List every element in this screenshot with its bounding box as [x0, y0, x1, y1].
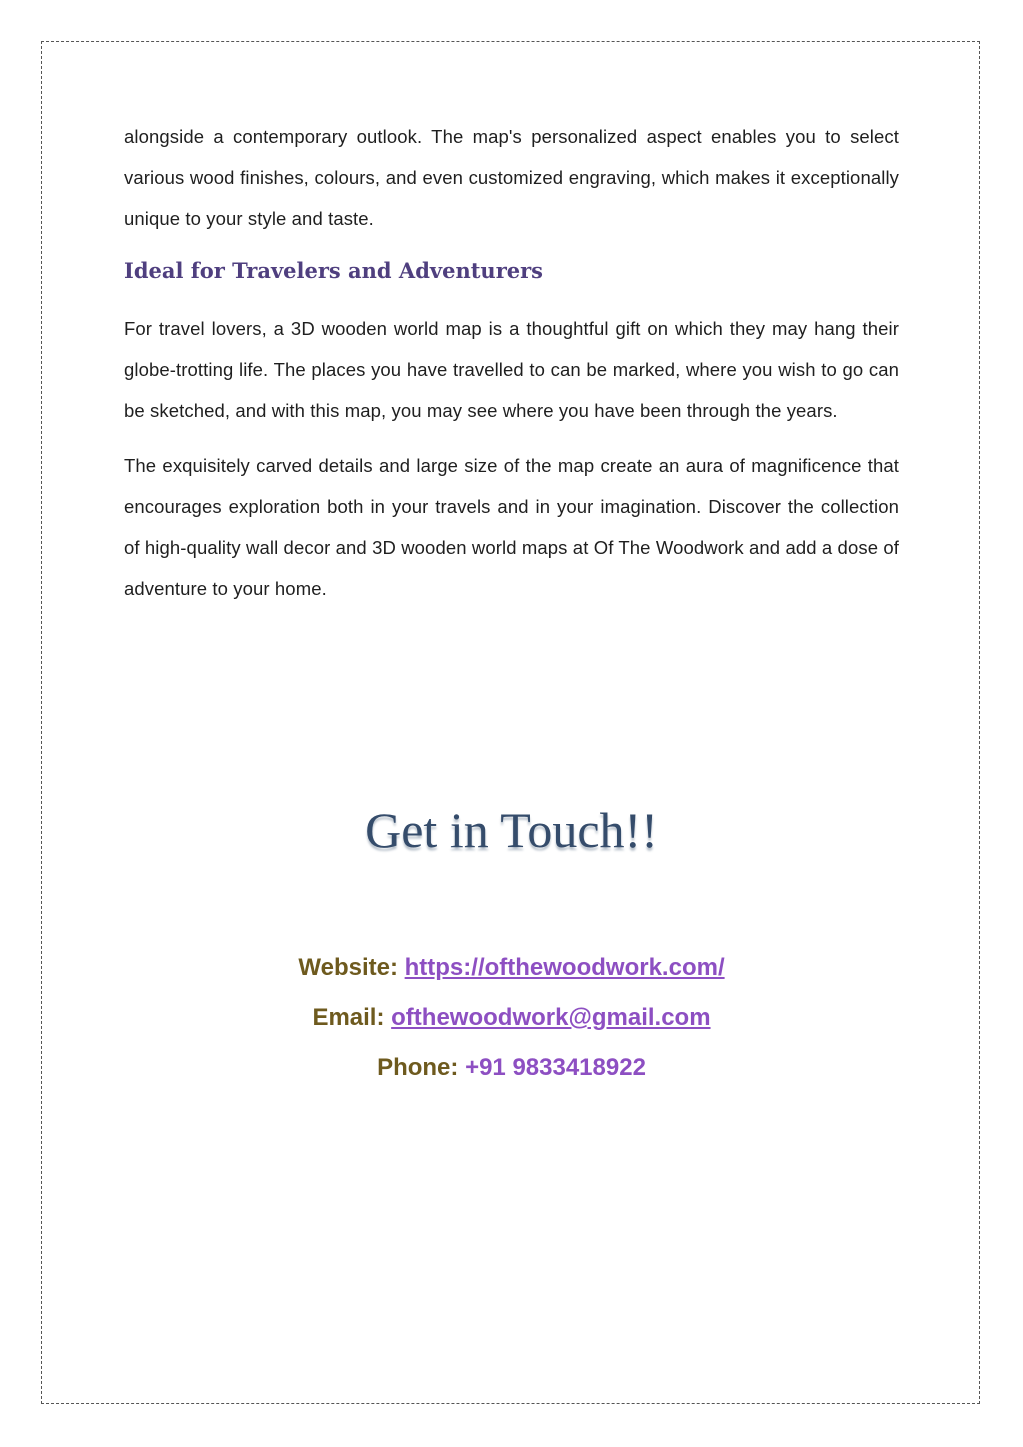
email-link[interactable]: ofthewoodwork@gmail.com [391, 1004, 711, 1031]
paragraph-intro: alongside a contemporary outlook. The map's personalized aspect enables you to select various wood finishes, colours, and even customized engraving, which makes it exceptionally unique to your style and taste. [124, 126, 899, 229]
paragraph-carved-details: The exquisitely carved details and large size of the map create an aura of magnificence that encourages exploration both in your travels and in your imagination. Discover the collection of high-quality wall decor and 3D wooden world maps at Of The Woodwork and add a dose of adventure to your home. [124, 455, 899, 599]
phone-label: Phone: [377, 1054, 466, 1081]
paragraph-travel-lovers: For travel lovers, a 3D wooden world map is a thoughtful gift on which they may hang their globe-trotting life. The places you have travelled to can be marked, where you wish to go can be sketched, and with this map, you may see where you have been through the years. [124, 318, 899, 421]
website-row [0, 951, 1023, 985]
document-body [124, 116, 899, 609]
email-label: Email: [312, 1004, 392, 1031]
phone-number: +91 9833418922 [465, 1054, 646, 1081]
section-heading: Ideal for Travelers and Adventurers [124, 258, 544, 283]
phone-row [0, 1051, 1023, 1085]
email-row [0, 1001, 1023, 1035]
website-label: Website: [298, 954, 405, 981]
get-in-touch-title: Get in Touch!! [365, 802, 658, 858]
website-link[interactable]: https://ofthewoodwork.com/ [404, 954, 725, 981]
